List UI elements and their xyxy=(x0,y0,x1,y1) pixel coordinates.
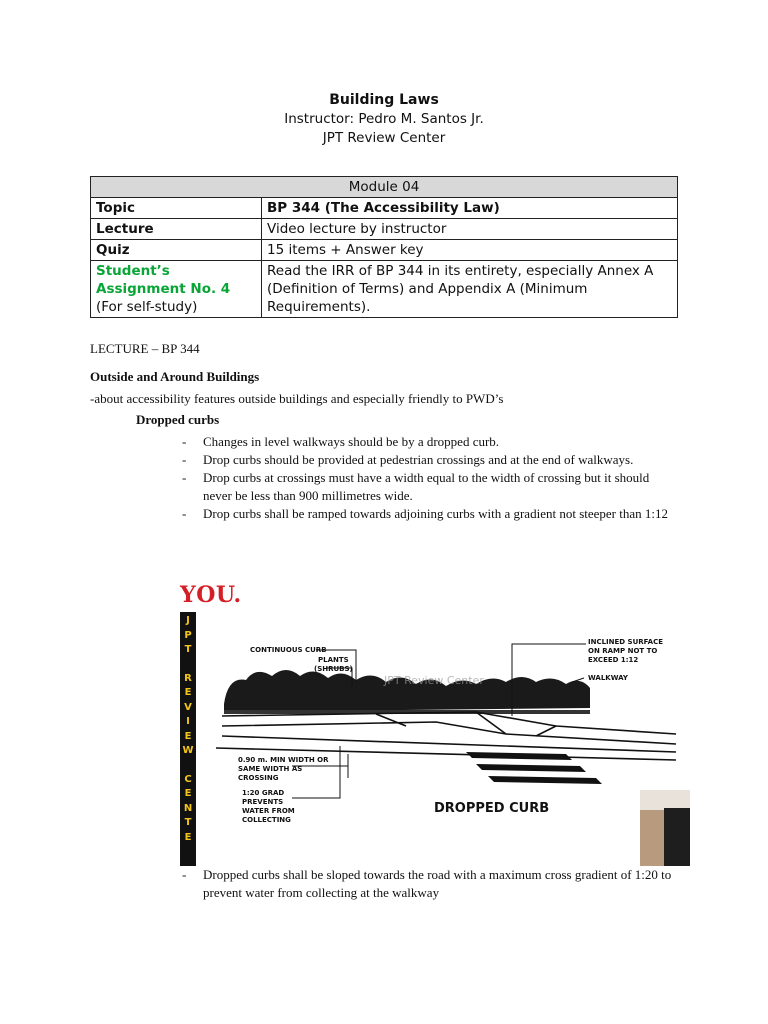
label-width-1: 0.90 m. MIN WIDTH OR xyxy=(238,756,329,764)
document-title: Building Laws xyxy=(329,92,439,108)
label-width-2: SAME WIDTH AS xyxy=(238,765,303,773)
label-incline-1: INCLINED SURFACE xyxy=(588,638,663,646)
list-item: - Drop curbs at crossings must have a width equal to the width of crossing but it should never be less than 900 millimetres wide. xyxy=(180,469,680,505)
watermark-letter: R xyxy=(184,672,192,684)
table-row xyxy=(91,219,678,240)
assignment-note: (For self-study) xyxy=(96,299,198,315)
row-value: 15 items + Answer key xyxy=(262,240,678,261)
dropped-curb-illustration xyxy=(176,576,690,866)
section-heading: Outside and Around Buildings xyxy=(90,369,260,384)
list-item: - Changes in level walkways should be by a dropped curb. xyxy=(180,433,680,451)
watermark-strip xyxy=(180,612,196,866)
review-center-line: JPT Review Center xyxy=(322,130,446,146)
label-incline-3: EXCEED 1:12 xyxy=(588,656,639,664)
section-description: -about accessibility features outside buildings and especially friendly to PWD’s xyxy=(90,391,504,406)
dropped-curb-bullets-after xyxy=(180,866,680,902)
watermark-letter: E xyxy=(184,831,192,843)
assignment-label-cell xyxy=(91,261,262,318)
assignment-label-line2: Assignment No. 4 xyxy=(96,281,231,297)
dropped-curb-bullets xyxy=(180,433,680,523)
watermark-letter: T xyxy=(184,644,192,655)
assignment-label-line1: Student’s xyxy=(96,263,170,279)
label-grad-3: WATER FROM xyxy=(242,807,295,815)
label-plants: PLANTS xyxy=(318,656,349,664)
label-continuous-curb: CONTINUOUS CURB xyxy=(250,646,327,654)
figure-caption: DROPPED CURB xyxy=(434,801,550,816)
row-label: Lecture xyxy=(91,219,262,240)
row-value: Video lecture by instructor xyxy=(262,219,678,240)
label-width-3: CROSSING xyxy=(238,774,279,782)
row-label: Quiz xyxy=(91,240,262,261)
watermark-letter: I xyxy=(186,716,190,727)
watermark-letter: J xyxy=(186,615,190,626)
brand-text: YOU. xyxy=(180,582,242,608)
list-item: - Drop curbs shall be ramped towards adjoining curbs with a gradient not steeper than 1:12 xyxy=(180,505,680,523)
subsection-heading: Dropped curbs xyxy=(136,412,220,427)
table-row xyxy=(91,261,678,318)
list-item: - Dropped curbs shall be sloped towards the road with a maximum cross gradient of 1:20 to prevent water from collecting at the walkway xyxy=(180,866,680,902)
label-grad-1: 1:20 GRAD xyxy=(242,789,285,797)
row-label: Topic xyxy=(91,198,262,219)
watermark-letter: E xyxy=(184,730,192,742)
module-table xyxy=(90,176,678,318)
table-row xyxy=(91,240,678,261)
list-item: - Drop curbs should be provided at pedestrian crossings and at the end of walkways. xyxy=(180,451,680,469)
instructor-line: Instructor: Pedro M. Santos Jr. xyxy=(284,111,484,127)
lecture-heading: LECTURE – BP 344 xyxy=(90,341,200,356)
row-value: BP 344 (The Accessibility Law) xyxy=(262,198,678,219)
label-grad-4: COLLECTING xyxy=(242,816,291,824)
label-walkway: WALKWAY xyxy=(588,674,628,682)
watermark-letter: C xyxy=(184,773,192,785)
module-heading: Module 04 xyxy=(91,177,678,198)
label-shrubs: (SHRUBS) xyxy=(314,665,353,673)
watermark-letter: N xyxy=(183,802,193,814)
dropped-curb-figure xyxy=(176,576,690,866)
assignment-value: Read the IRR of BP 344 in its entirety, especially Annex A (Definition of Terms) and Appendix A (Minimum Requirements). xyxy=(262,261,678,318)
watermark-letter: V xyxy=(184,701,192,713)
photo-thumbnail xyxy=(640,790,690,866)
watermark-letter: P xyxy=(184,629,192,641)
figure-watermark: JPT Review Center xyxy=(384,674,484,687)
watermark-letter: W xyxy=(182,745,194,756)
watermark-letter: E xyxy=(184,788,192,799)
label-incline-2: ON RAMP NOT TO xyxy=(588,647,658,655)
watermark-letter: E xyxy=(184,687,192,698)
table-row xyxy=(91,198,678,219)
label-grad-2: PREVENTS xyxy=(242,798,284,806)
watermark-letter: T xyxy=(184,817,192,828)
